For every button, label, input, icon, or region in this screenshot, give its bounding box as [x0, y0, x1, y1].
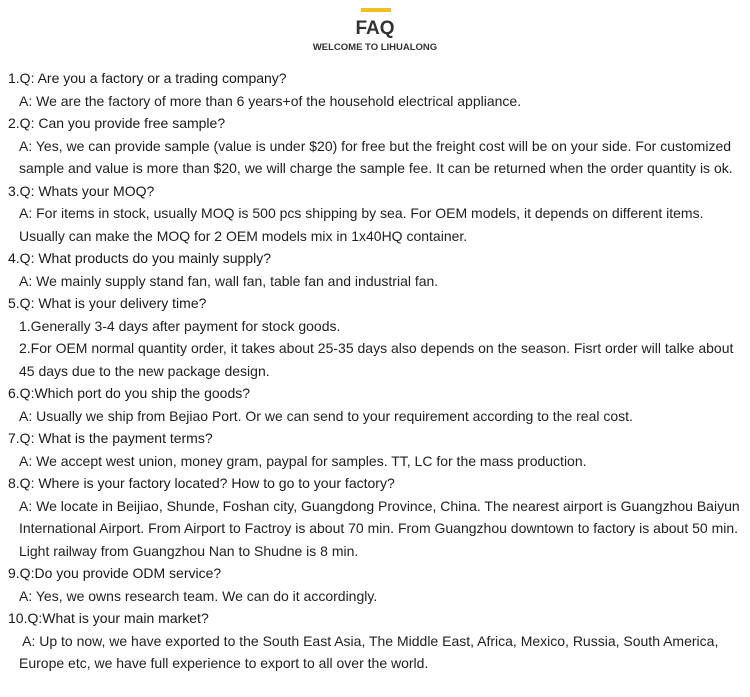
faq-item — [8, 247, 748, 292]
faq-question: 3.Q: Whats your MOQ? — [8, 182, 155, 199]
faq-answer-line: A: Up to now, we have exported to the South East Asia, The Middle East, Africa, Mexico, Russia, South America, — [19, 632, 719, 649]
faq-item — [8, 472, 748, 562]
faq-answer-line: A: We are the factory of more than 6 years+of the household electrical appliance. — [19, 92, 522, 109]
faq-question: 5.Q: What is your delivery time? — [8, 295, 207, 311]
page-subtitle: WELCOME TO LIHUALONG — [312, 42, 438, 53]
faq-item — [8, 427, 748, 472]
faq-answer-line: Light railway from Guangzhou Nan to Shudne is 8 min. — [19, 542, 359, 559]
faq-answer-line: A: For items in stock, usually MOQ is 500 pcs shipping by sea. For OEM models, it depends on different items. — [19, 205, 704, 221]
faq-answer-line: Europe etc, we have full experience to export to all over the world. — [19, 655, 429, 671]
faq-question: 1.Q: Are you a factory or a trading company? — [8, 70, 287, 86]
faq-question: 7.Q: What is the payment terms? — [8, 430, 213, 446]
faq-answer-line: A: Yes, we owns research team. We can do it accordingly. — [19, 587, 378, 604]
faq-answer-line: A: We locate in Beijiao, Shunde, Foshan city, Guangdong Province, China. The nearest airport is Guangzhou Baiyun — [19, 497, 740, 514]
faq-item — [8, 112, 748, 180]
faq-item — [8, 607, 748, 675]
faq-question: 2.Q: Can you provide free sample? — [8, 115, 226, 131]
page-header — [0, 0, 750, 60]
page-title: FAQ — [355, 18, 395, 39]
faq-answer-line: A: Yes, we can provide sample (value is under $20) for free but the freight cost will be on your side. For customized — [19, 137, 732, 154]
faq-question: 4.Q: What products do you mainly supply? — [8, 250, 272, 266]
faq-answer-line: A: Usually we ship from Bejiao Port. Or we can send to your requirement according to the real cost. — [19, 407, 633, 424]
faq-item — [8, 180, 748, 248]
faq-question: 8.Q: Where is your factory located? How to go to your factory? — [8, 475, 395, 491]
faq-answer-line: A: We mainly supply stand fan, wall fan, table fan and industrial fan. — [19, 272, 439, 289]
faq-question: 9.Q:Do you provide ODM service? — [8, 565, 222, 581]
title-accent-bar — [361, 8, 391, 12]
faq-item — [8, 67, 748, 112]
faq-item — [8, 562, 748, 607]
faq-question: 10.Q:What is your main market? — [8, 610, 209, 626]
faq-answer-line: 2.For OEM normal quantity order, it takes about 25-35 days also depends on the season. Fisrt order will talke about — [19, 340, 734, 356]
faq-answer-line: Usually can make the MOQ for 2 OEM models mix in 1x40HQ container. — [19, 227, 468, 244]
faq-answer-line: International Airport. From Airport to Factroy is about 70 min. From Guangzhou downtown to factory is about 50 min. — [19, 520, 739, 536]
faq-answer-line: A: We accept west union, money gram, paypal for samples. TT, LC for the mass production. — [19, 452, 587, 469]
faq-question: 6.Q:Which port do you ship the goods? — [8, 385, 251, 401]
faq-answer-line: sample and value is more than $20, we will charge the sample fee. It can be returned when the order quantity is ok. — [19, 160, 733, 176]
faq-item — [8, 382, 748, 427]
faq-list — [8, 67, 748, 675]
faq-item — [8, 292, 748, 382]
faq-answer-line: 45 days due to the new package design. — [19, 362, 270, 379]
faq-answer-line: 1.Generally 3-4 days after payment for stock goods. — [19, 317, 341, 334]
